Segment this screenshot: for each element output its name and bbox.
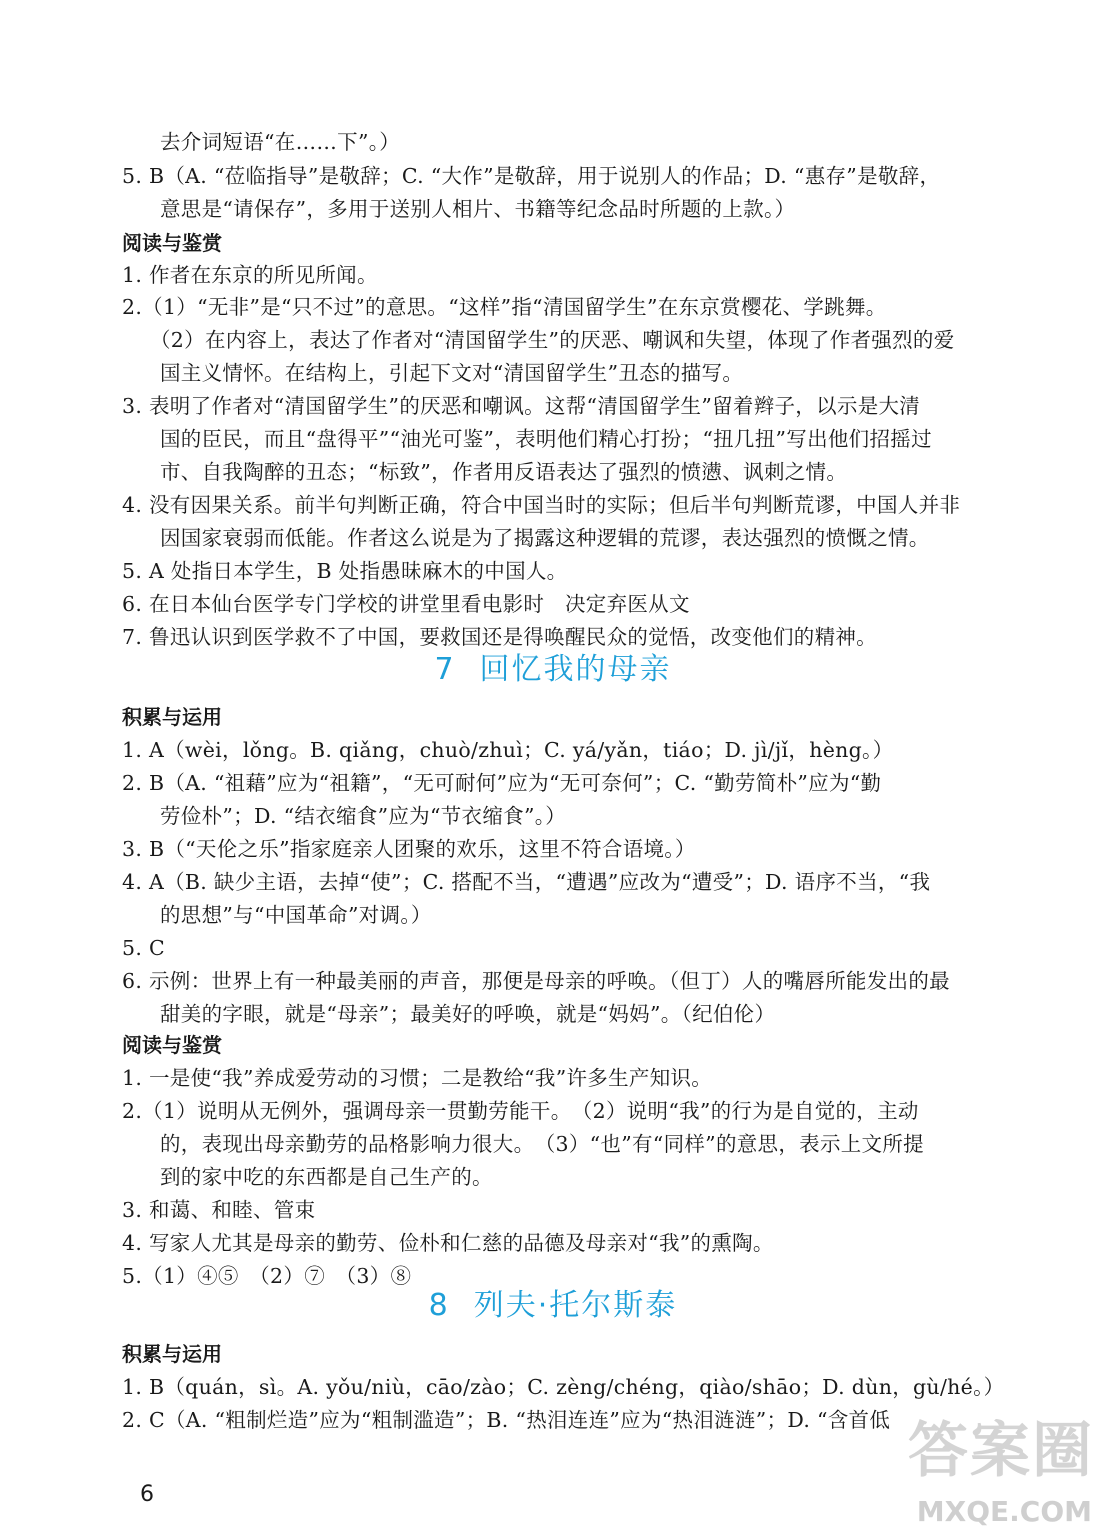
answer-line: 1. 一是使“我”养成爱劳动的习惯；二是教给“我”许多生产知识。	[122, 1066, 713, 1090]
answer-line: 的思想”与“中国革命”对调。）	[160, 903, 432, 927]
answer-line: 2.（1）“无非”是“只不过”的意思。“这样”指“清国留学生”在东京赏樱花、学跳舞。	[122, 295, 887, 319]
answer-line: 4. 写家人尤其是母亲的勤劳、俭朴和仁慈的品德及母亲对“我”的熏陶。	[122, 1231, 774, 1255]
answer-line: （2）在内容上，表达了作者对“清国留学生”的厌恶、嘲讽和失望，体现了作者强烈的爱	[150, 328, 955, 352]
answer-line: 的，表现出母亲勤劳的品格影响力很大。 （3）“也”有“同样”的意思，表示上文所提	[160, 1132, 924, 1156]
answer-line: 6. 在日本仙台医学专门学校的讲堂里看电影时 决定弃医从文	[122, 592, 690, 616]
answer-line: 去介词短语“在……下”。）	[160, 130, 401, 154]
section-heading: 阅读与鉴赏	[122, 1033, 222, 1057]
answer-line: 5. A 处指日本学生，B 处指愚昧麻木的中国人。	[122, 559, 568, 583]
answer-line: 2.（1）说明从无例外，强调母亲一贯勤劳能干。 （2）说明“我”的行为是自觉的，主动	[122, 1099, 919, 1123]
answer-line: 7. 鲁迅认识到医学救不了中国，要救国还是得唤醒民众的觉悟，改变他们的精神。	[122, 625, 877, 649]
watermark	[904, 1416, 1094, 1528]
answer-line: 1. A（wèi，lǒng。B. qiǎng，chuò/zhuì；C. yá/yǎn，tiáo；D. jì/jǐ，hèng。）	[122, 738, 894, 762]
answer-line: 1. B（quán，sì。A. yǒu/niù，cāo/zào；C. zèng/chéng，qiào/shāo；D. dùn，gù/hé。）	[122, 1375, 1005, 1399]
answer-line: 6. 示例：世界上有一种最美丽的声音，那便是母亲的呼唤。（但丁）人的嘴唇所能发出的最	[122, 969, 950, 993]
answer-line: 5. B（A. “莅临指导”是敬辞；C. “大作”是敬辞，用于说别人的作品；D. “惠存”是敬辞，	[122, 164, 941, 188]
answer-line: 市、自我陶醉的丑态；“标致”，作者用反语表达了强烈的愤懑、讽刺之情。	[160, 460, 848, 484]
chapter-name: 回忆我的母亲	[479, 652, 672, 687]
section-heading: 积累与运用	[122, 1342, 222, 1366]
answer-line: 5. C	[122, 936, 165, 960]
chapter-name: 列夫·托尔斯泰	[473, 1288, 678, 1323]
section-heading: 积累与运用	[122, 705, 222, 729]
answer-line: 甜美的字眼，就是“母亲”；最美好的呼唤，就是“妈妈”。（纪伯伦）	[160, 1002, 776, 1026]
answer-line: 3. 和蔼、和睦、管束	[122, 1198, 316, 1222]
chapter-number: 8	[428, 1288, 450, 1323]
answer-line: 到的家中吃的东西都是自己生产的。	[160, 1165, 493, 1189]
page-number: 6	[140, 1482, 154, 1507]
answer-line: 5.（1）④⑤ （2）⑦ （3）⑧	[122, 1264, 412, 1288]
chapter-title-7	[0, 650, 1106, 690]
answer-line: 3. B（“天伦之乐”指家庭亲人团聚的欢乐，这里不符合语境。）	[122, 837, 696, 861]
answer-line: 国主义情怀。在结构上，引起下文对“清国留学生”丑态的描写。	[160, 361, 744, 385]
watermark-url: MXQE.COM	[916, 1495, 1092, 1528]
answer-line: 意思是“请保存”，多用于送别人相片、书籍等纪念品时所题的上款。）	[160, 197, 796, 221]
answer-line: 2. B（A. “祖藉”应为“祖籍”，“无可耐何”应为“无可奈何”；C. “勤劳简朴”应为“勤	[122, 771, 882, 795]
answer-line: 2. C（A. “粗制烂造”应为“粗制滥造”；B. “热泪连连”应为“热泪涟涟”；D. “含首低	[122, 1408, 891, 1432]
answer-line: 1. 作者在东京的所见所闻。	[122, 263, 378, 287]
chapter-number: 7	[434, 652, 456, 687]
answer-line: 因国家衰弱而低能。作者这么说是为了揭露这种逻辑的荒谬，表达强烈的愤慨之情。	[160, 526, 930, 550]
answer-line: 劳俭朴”；D. “结衣缩食”应为“节衣缩食”。）	[160, 804, 567, 828]
watermark-logo: 答案圈	[908, 1416, 1094, 1486]
answer-line: 3. 表明了作者对“清国留学生”的厌恶和嘲讽。这帮“清国留学生”留着辫子，以示是大清	[122, 394, 921, 418]
answer-line: 4. A（B. 缺少主语，去掉“使”；C. 搭配不当，“遭遇”应改为“遭受”；D. 语序不当，“我	[122, 870, 931, 894]
answer-line: 国的臣民，而且“盘得平”“油光可鉴”，表明他们精心打扮；“扭几扭”写出他们招摇过	[160, 427, 932, 451]
chapter-title-8	[0, 1286, 1106, 1326]
section-heading: 阅读与鉴赏	[122, 231, 222, 255]
answer-line: 4. 没有因果关系。前半句判断正确，符合中国当时的实际；但后半句判断荒谬，中国人并非	[122, 493, 961, 517]
